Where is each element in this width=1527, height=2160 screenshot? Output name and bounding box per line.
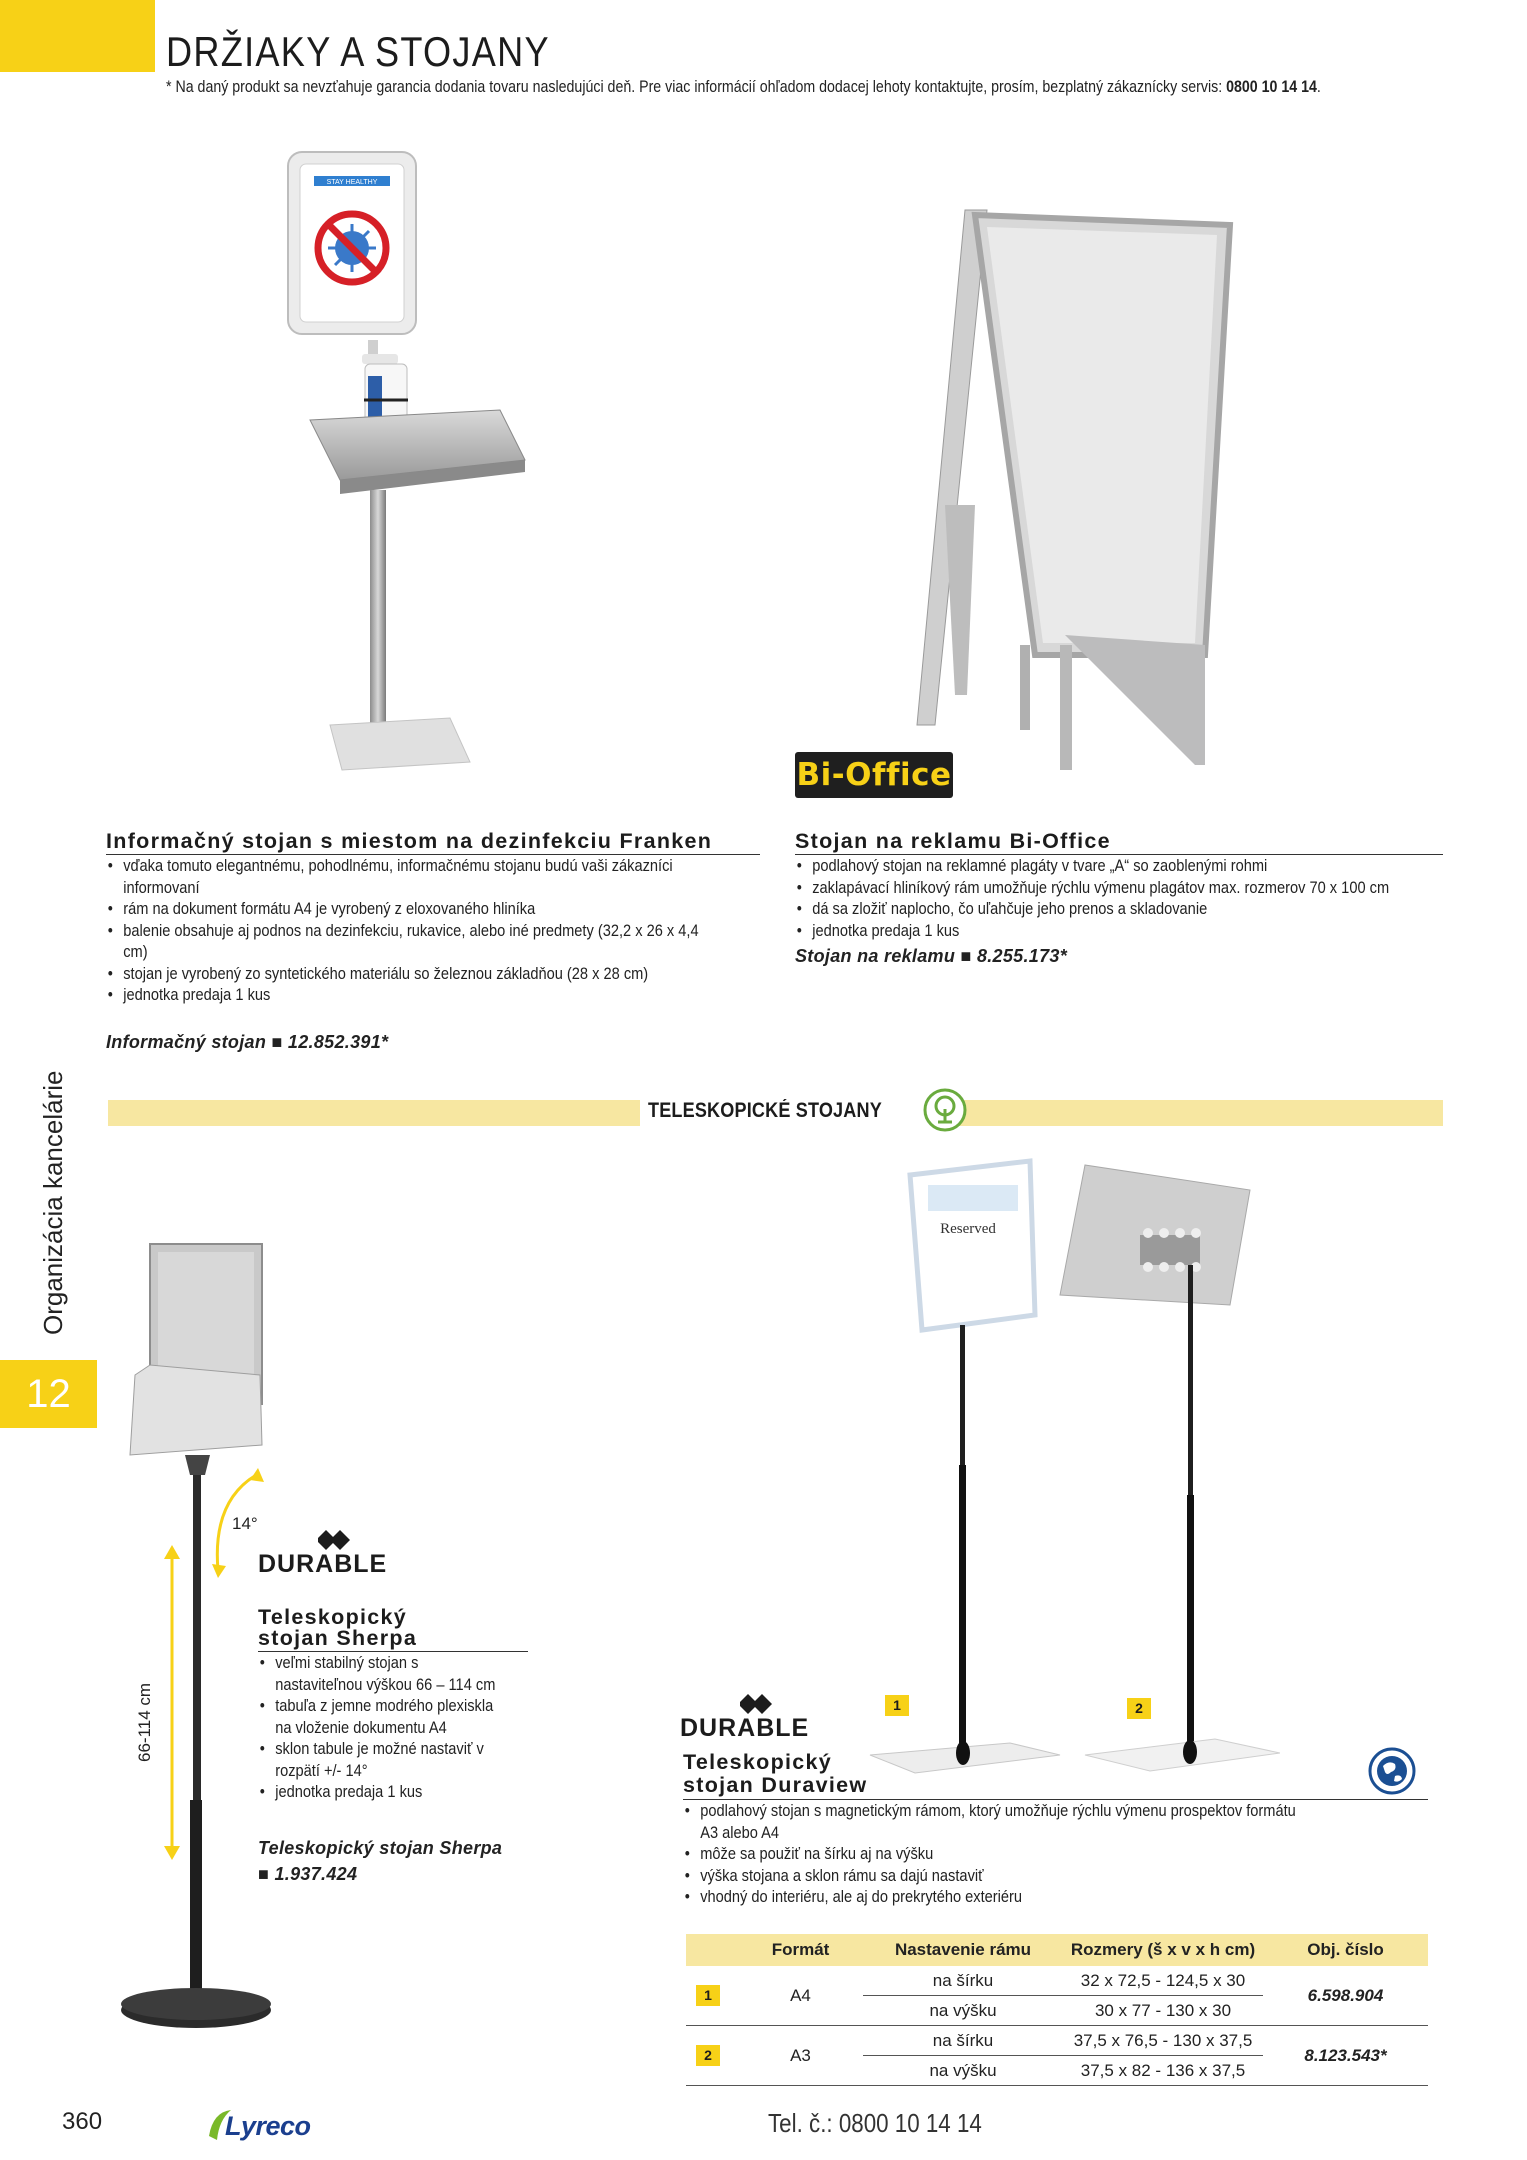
image-badge-2: 2 [1127, 1698, 1151, 1719]
franken-bullet: • stojan je vyrobený zo syntetického materiálu so železnou základňou (28 x 28 cm) [106, 963, 725, 985]
sherpa-bullet: • jednotka predaja 1 kus [258, 1781, 507, 1803]
height-range-label: 66-114 cm [135, 1682, 154, 1762]
sherpa-order-line: ■ 1.937.424 [258, 1864, 358, 1884]
header-dims: Rozmery (š x v x h cm) [1063, 1934, 1263, 1966]
header-accent-block [0, 0, 155, 72]
order-code-cell: 8.123.543* [1263, 2026, 1428, 2086]
franken-bullet: • balenie obsahuje aj podnos na dezinfekciu, rukavice, alebo iné predmety (32,2 x 26 x 4,4 cm) [106, 920, 725, 963]
franken-order-label: Informačný stojan [106, 1032, 267, 1052]
row-badge: 1 [696, 1985, 720, 2006]
order-code-cell: 6.598.904 [1263, 1966, 1428, 2026]
sherpa-order-code: 1.937.424 [274, 1864, 358, 1884]
section-title: TELESKOPICKÉ STOJANY [648, 1099, 882, 1122]
chapter-title: Organizácia kancelárie [38, 1070, 68, 1335]
delivery-note-end: . [1316, 78, 1321, 96]
header-format: Formát [738, 1934, 863, 1966]
bioffice-a-board-image [905, 205, 1325, 785]
delivery-note-phone: 0800 10 14 14 [1226, 78, 1317, 96]
delivery-note [166, 78, 1321, 97]
franken-bullet: • jednotka predaja 1 kus [106, 984, 725, 1006]
bioffice-bullets [795, 855, 1443, 941]
franken-sign-text: STAY HEALTHY [326, 179, 378, 186]
bioffice-title: Stojan na reklamu Bi-Office [795, 829, 1111, 853]
sherpa-bullet: • veľmi stabilný stojan s nastaviteľnou výškou 66 – 114 cm [258, 1652, 507, 1695]
sherpa-brand-name: DURABLE [258, 1550, 388, 1578]
table-row [686, 1966, 1428, 1996]
franken-stand-image [270, 150, 550, 800]
sherpa-bullet: • sklon tabule je možné nastaviť v rozpätí +/- 14° [258, 1738, 507, 1781]
header-badge-cell [686, 1934, 738, 1966]
sherpa-order-label: Teleskopický stojan Sherpa [258, 1838, 503, 1858]
bioffice-order-code: 8.255.173* [976, 946, 1068, 966]
franken-order-code: 12.852.391* [287, 1032, 389, 1052]
durable-diamond-icon [318, 1528, 358, 1552]
lyreco-logo: Lyreco [225, 2111, 311, 2141]
sherpa-stand-image [110, 1240, 280, 2030]
durable-diamond-icon [740, 1692, 780, 1716]
duraview-bullets [683, 1800, 1428, 1908]
duraview-bullet: • výška stojana a sklon rámu sa dajú nastaviť [683, 1865, 1302, 1887]
franken-bullet: • rám na dokument formátu A4 je vyrobený z eloxovaného hliníka [106, 898, 725, 920]
header-setting: Nastavenie rámu [863, 1934, 1063, 1966]
spec-table [686, 1934, 1428, 2086]
globe-icon [1367, 1746, 1417, 1796]
tree-eco-icon [922, 1087, 968, 1133]
dims-cell: 37,5 x 82 - 136 x 37,5 [1063, 2056, 1263, 2086]
bioffice-bullet: • podlahový stojan na reklamné plagáty v tvare „A“ so zaoblenými rohmi [795, 855, 1449, 877]
franken-bullet: • vďaka tomuto elegantnému, pohodlnému, informačnému stojanu budú vaši zákazníci informovaní [106, 855, 725, 898]
format-cell: A3 [738, 2026, 863, 2086]
sherpa-title-line1: Teleskopický [258, 1605, 408, 1629]
row-badge: 2 [696, 2045, 720, 2066]
franken-bullets [106, 855, 736, 1006]
franken-order-line: Informačný stojan ■ 12.852.391* [106, 1032, 389, 1052]
row-badge-cell [686, 1966, 738, 2026]
duraview-bullet: • môže sa použiť na šírku aj na výšku [683, 1843, 1302, 1865]
sherpa-bullet: • tabuľa z jemne modrého plexiskla na vloženie dokumentu A4 [258, 1695, 507, 1738]
duraview-title-line1: Teleskopický [683, 1750, 833, 1774]
franken-title: Informačný stojan s miestom na dezinfekciu Franken [106, 829, 713, 853]
header-code: Obj. číslo [1263, 1934, 1428, 1966]
format-cell: A4 [738, 1966, 863, 2026]
tilt-angle-label: 14° [232, 1514, 258, 1533]
setting-cell: na výšku [863, 2056, 1063, 2086]
duraview-bullet: • vhodný do interiéru, ale aj do prekrytého exteriéru [683, 1886, 1302, 1908]
dims-cell: 30 x 77 - 130 x 30 [1063, 1996, 1263, 2026]
chapter-number: 12 [26, 1372, 71, 1416]
table-row [686, 2026, 1428, 2056]
page-title: DRŽIAKY A STOJANY [166, 28, 550, 75]
bioffice-bullet: • jednotka predaja 1 kus [795, 920, 1449, 942]
bioffice-bullet: • zaklapávací hliníkový rám umožňuje rýchlu výmenu plagátov max. rozmerov 70 x 100 cm [795, 877, 1449, 899]
bioffice-order-line: Stojan na reklamu ■ 8.255.173* [795, 946, 1068, 966]
duraview-sign-text: Reserved [940, 1221, 996, 1237]
sherpa-title-line2: stojan Sherpa [258, 1626, 418, 1650]
delivery-note-text: * Na daný produkt sa nevzťahuje garancia dodania tovaru nasledujúci deň. Pre viac informácií ohľadom dodacej lehoty kontaktujte, prosím, bezplatný zákaznícky servis: [166, 78, 1227, 96]
bioffice-bullet: • dá sa zložiť naplocho, čo uľahčuje jeho prenos a skladovanie [795, 898, 1449, 920]
duraview-stands-image [860, 1155, 1280, 1795]
sherpa-bullets [258, 1652, 528, 1803]
duraview-bullet: • podlahový stojan s magnetickým rámom, ktorý umožňuje rýchlu výmenu prospektov formátu A3 alebo A4 [683, 1800, 1302, 1843]
setting-cell: na šírku [863, 2026, 1063, 2056]
page-number: 360 [62, 2108, 103, 2135]
row-badge-cell [686, 2026, 738, 2086]
image-badge-1: 1 [885, 1695, 909, 1716]
duraview-brand-name: DURABLE [680, 1714, 810, 1742]
setting-cell: na šírku [863, 1966, 1063, 1996]
dims-cell: 37,5 x 76,5 - 130 x 37,5 [1063, 2026, 1263, 2056]
dims-cell: 32 x 72,5 - 124,5 x 30 [1063, 1966, 1263, 1996]
footer-phone: Tel. č.: 0800 10 14 14 [768, 2108, 982, 2138]
bioffice-logo: Bi-Office [795, 752, 953, 798]
height-arrow-icon [160, 1545, 184, 1860]
setting-cell: na výšku [863, 1996, 1063, 2026]
bioffice-order-label: Stojan na reklamu [795, 946, 956, 966]
spec-table-header [686, 1934, 1428, 1966]
duraview-title-line2: stojan Duraview [683, 1773, 868, 1797]
